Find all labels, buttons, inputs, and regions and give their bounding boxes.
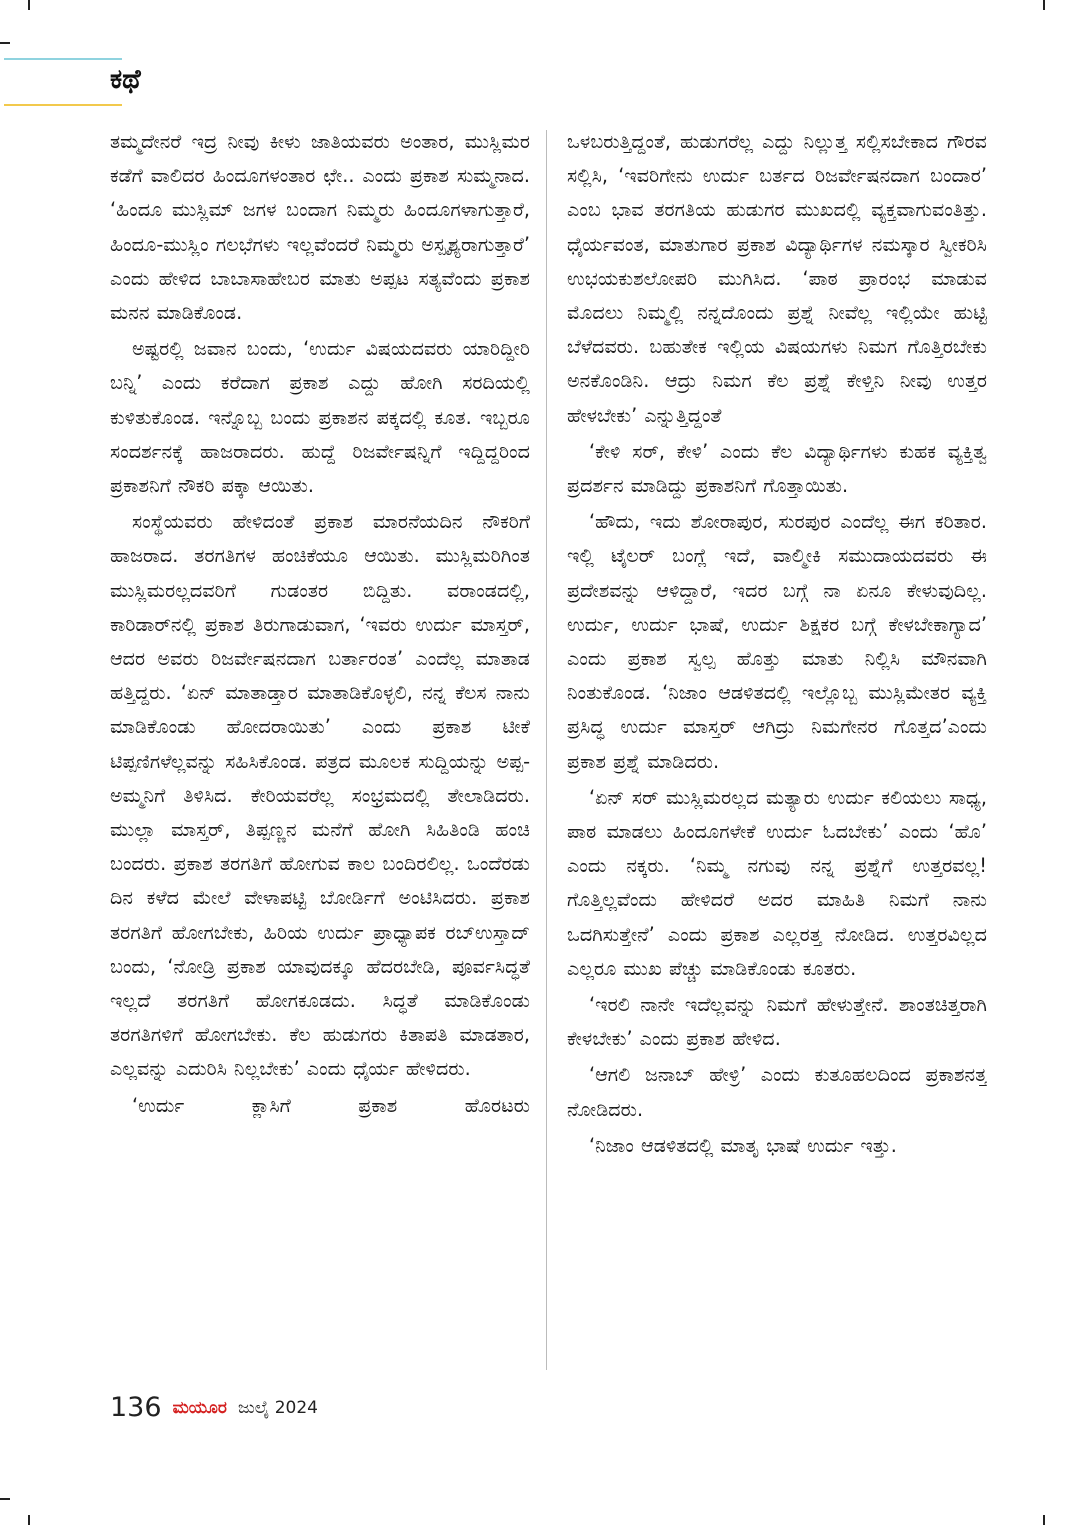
- paragraph: ತಮ್ಮದೇನರೆ ಇದ್ರ ನೀವು ಕೀಳು ಜಾತಿಯವರು ಅಂತಾರ, ಮುಸ್ಲಿಮರ ಕಡೆಗೆ ವಾಲಿದರ ಹಿಂದೂಗಳಂತಾರ ಛೇ.. ಎಂದು ಪ್ರಕಾಶ ಸುಮ್ಮನಾದ. ‘ಹಿಂದೂ ಮುಸ್ಲಿಮ್ ಜಗಳ ಬಂದಾಗ ನಿಮ್ಮರು ಹಿಂದೂಗಳಾಗುತ್ತಾರೆ, ಹಿಂದೂ-ಮುಸ್ಲಿಂ ಗಲಭೆಗಳು ಇಲ್ಲವೆಂದರೆ ನಿಮ್ಮರು ಅಸ್ಪೃಶ್ಯರಾಗುತ್ತಾರೆ’ ಎಂದು ಹೇಳಿದ ಬಾಬಾಸಾಹೇಬರ ಮಾತು ಅಪ್ಪಟ ಸತ್ಯವೆಂದು ಪ್ರಕಾಶ ಮನನ ಮಾಡಿಕೊಂಡ.: [110, 130, 530, 325]
- header-rule-top: [4, 58, 122, 60]
- paragraph: ‘ಕೇಳಿ ಸರ್, ಕೇಳಿ’ ಎಂದು ಕೆಲ ವಿದ್ಯಾರ್ಥಿಗಳು ಕುಹಕ ವ್ಯಕ್ತಿತ್ವ ಪ್ರದರ್ಶನ ಮಾಡಿದ್ದು ಪ್ರಕಾಶನಿಗೆ ಗೊತ್ತಾಯಿತು.: [567, 439, 987, 498]
- crop-mark-bottom-left: [28, 1515, 30, 1525]
- paragraph: ‘ಉರ್ದು ಕ್ಲಾಸಿಗೆ ಪ್ರಕಾಶ ಹೊರಟರು: [132, 1093, 530, 1117]
- section-header-rules: [4, 58, 122, 110]
- crop-mark-top-right: [1043, 0, 1045, 10]
- header-rule-bottom: [4, 104, 122, 106]
- magazine-logo: ಮಯೂರ: [172, 1397, 227, 1418]
- crop-mark-top-left: [28, 0, 30, 10]
- right-column: [567, 125, 987, 1380]
- paragraph: ‘ಹೌದು, ಇದು ಶೋರಾಪುರ, ಸುರಪುರ ಎಂದೆಲ್ಲ ಈಗ ಕರಿತಾರ. ಇಲ್ಲಿ ಟೈಲರ್ ಬಂಗ್ಲೆ ಇದೆ, ವಾಲ್ಮೀಕಿ ಸಮುದಾಯದವರು ಈ ಪ್ರದೇಶವನ್ನು ಆಳಿದ್ದಾರೆ, ಇದರ ಬಗ್ಗೆ ನಾ ಏನೂ ಕೇಳುವುದಿಲ್ಲ. ಉರ್ದು, ಉರ್ದು ಭಾಷೆ, ಉರ್ದು ಶಿಕ್ಷಕರ ಬಗ್ಗೆ ಕೇಳಬೇಕಾಗ್ಯಾದ’ ಎಂದು ಪ್ರಕಾಶ ಸ್ವಲ್ಪ ಹೊತ್ತು ಮಾತು ನಿಲ್ಲಿಸಿ ಮೌನವಾಗಿ ನಿಂತುಕೊಂಡ. ‘ನಿಜಾಂ ಆಡಳಿತದಲ್ಲಿ ಇಲ್ಲೊಬ್ಬ ಮುಸ್ಲಿಮೇತರ ವ್ಯಕ್ತಿ ಪ್ರಸಿದ್ಧ ಉರ್ದು ಮಾಸ್ತರ್ ಆಗಿದ್ರು ನಿಮಗೇನರ ಗೊತ್ತದ’ಎಂದು ಪ್ರಕಾಶ ಪ್ರಶ್ನೆ ಮಾಡಿದರು.: [567, 510, 987, 773]
- crop-mark-bottom-right: [1043, 1515, 1045, 1525]
- paragraph: ‘ಏನ್ ಸರ್ ಮುಸ್ಲಿಮರಲ್ಲದ ಮತ್ಯಾರು ಉರ್ದು ಕಲಿಯಲು ಸಾಧ್ಯ, ಪಾಠ ಮಾಡಲು ಹಿಂದೂಗಳೇಕೆ ಉರ್ದು ಓದಬೇಕು’ ಎಂದು ‘ಹೊ’ ಎಂದು ನಕ್ಕರು. ‘ನಿಮ್ಮ ನಗುವು ನನ್ನ ಪ್ರಶ್ನೆಗೆ ಉತ್ತರವಲ್ಲ! ಗೊತ್ತಿಲ್ಲವೆಂದು ಹೇಳಿದರೆ ಅದರ ಮಾಹಿತಿ ನಿಮಗೆ ನಾನು ಒದಗಿಸುತ್ತೇನೆ’ ಎಂದು ಪ್ರಕಾಶ ಎಲ್ಲರತ್ತ ನೋಡಿದ. ಉತ್ತರವಿಲ್ಲದ ಎಲ್ಲರೂ ಮುಖ ಪೆಚ್ಚು ಮಾಡಿಕೊಂಡು ಕೂತರು.: [567, 785, 987, 980]
- page-number: 136: [110, 1392, 162, 1423]
- crop-mark-left-upper: [0, 42, 10, 44]
- crop-mark-left-lower: [0, 1498, 10, 1500]
- section-title: ಕಥೆ: [110, 64, 141, 95]
- issue-date: ಜುಲೈ 2024: [237, 1397, 319, 1418]
- paragraph: ‘ನಿಜಾಂ ಆಡಳಿತದಲ್ಲಿ ಮಾತೃ ಭಾಷೆ ಉರ್ದು ಇತ್ತು.: [589, 1133, 897, 1157]
- paragraph: ‘ಇರಲಿ ನಾನೇ ಇದೆಲ್ಲವನ್ನು ನಿಮಗೆ ಹೇಳುತ್ತೇನೆ. ಶಾಂತಚಿತ್ತರಾಗಿ ಕೇಳಬೇಕು’ ಎಂದು ಪ್ರಕಾಶ ಹೇಳಿದ.: [567, 993, 987, 1051]
- page-footer: [110, 1392, 318, 1423]
- paragraph: ಸಂಸ್ಥೆಯವರು ಹೇಳಿದಂತೆ ಪ್ರಕಾಶ ಮಾರನೆಯದಿನ ನೌಕರಿಗೆ ಹಾಜರಾದ. ತರಗತಿಗಳ ಹಂಚಿಕೆಯೂ ಆಯಿತು. ಮುಸ್ಲಿಮರಿಗಿಂತ ಮುಸ್ಲಿಮರಲ್ಲದವರಿಗೆ ಗುಡಂತರ ಬಿದ್ದಿತು. ವರಾಂಡದಲ್ಲಿ, ಕಾರಿಡಾರ್‌ನಲ್ಲಿ ಪ್ರಕಾಶ ತಿರುಗಾಡುವಾಗ, ‘ಇವರು ಉರ್ದು ಮಾಸ್ತರ್, ಆದರ ಅವರು ರಿಜರ್ವೇಷನದಾಗ ಬರ್ತಾರಂತ’ ಎಂದೆಲ್ಲ ಮಾತಾಡ ಹತ್ತಿದ್ದರು. ‘ಏನ್ ಮಾತಾಡ್ತಾರ ಮಾತಾಡಿಕೊಳ್ಳಲಿ, ನನ್ನ ಕೆಲಸ ನಾನು ಮಾಡಿಕೊಂಡು ಹೋದರಾಯಿತು’ ಎಂದು ಪ್ರಕಾಶ ಟೀಕೆ ಟಿಪ್ಪಣಿಗಳೆಲ್ಲವನ್ನು ಸಹಿಸಿಕೊಂಡ. ಪತ್ರದ ಮೂಲಕ ಸುದ್ದಿಯನ್ನು ಅಪ್ಪ-ಅಮ್ಮನಿಗೆ ತಿಳಿಸಿದ. ಕೇರಿಯವರೆಲ್ಲ ಸಂಭ್ರಮದಲ್ಲಿ ತೇಲಾಡಿದರು. ಮುಲ್ಲಾ ಮಾಸ್ತರ್, ತಿಪ್ಪಣ್ಣನ ಮನೆಗೆ ಹೋಗಿ ಸಿಹಿತಿಂಡಿ ಹಂಚಿ ಬಂದರು. ಪ್ರಕಾಶ ತರಗತಿಗೆ ಹೋಗುವ ಕಾಲ ಬಂದಿರಲಿಲ್ಲ. ಒಂದೆರಡು ದಿನ ಕಳೆದ ಮೇಲೆ ವೇಳಾಪಟ್ಟಿ ಬೋರ್ಡಿಗೆ ಅಂಟಿಸಿದರು. ಪ್ರಕಾಶ ತರಗತಿಗೆ ಹೋಗಬೇಕು, ಹಿರಿಯ ಉರ್ದು ಪ್ರಾಧ್ಯಾಪಕ ರಬ್ಉಸ್ತಾದ್ ಬಂದು, ‘ನೋಡ್ರಿ ಪ್ರಕಾಶ ಯಾವುದಕ್ಕೂ ಹೆದರಬೇಡಿ, ಪೂರ್ವಸಿದ್ಧತೆ ಇಲ್ಲದೆ ತರಗತಿಗೆ ಹೋಗಕೂಡದು. ಸಿದ್ಧತೆ ಮಾಡಿಕೊಂಡು ತರಗತಿಗಳಿಗೆ ಹೋಗಬೇಕು. ಕೆಲ ಹುಡುಗರು ಕಿತಾಪತಿ ಮಾಡತಾರ, ಎಲ್ಲವನ್ನು ಎದುರಿಸಿ ನಿಲ್ಲಬೇಕು’ ಎಂದು ಧೈರ್ಯ ಹೇಳಿದರು.: [110, 510, 530, 1081]
- paragraph: ಒಳಬರುತ್ತಿದ್ದಂತೆ, ಹುಡುಗರೆಲ್ಲ ಎದ್ದು ನಿಲ್ಲುತ್ತ ಸಲ್ಲಿಸಬೇಕಾದ ಗೌರವ ಸಲ್ಲಿಸಿ, ‘ಇವರಿಗೇನು ಉರ್ದು ಬರ್ತದ ರಿಜರ್ವೇಷನದಾಗ ಬಂದಾರ’ ಎಂಬ ಭಾವ ತರಗತಿಯ ಹುಡುಗರ ಮುಖದಲ್ಲಿ ವ್ಯಕ್ತವಾಗುವಂತಿತ್ತು. ಧೈರ್ಯವಂತ, ಮಾತುಗಾರ ಪ್ರಕಾಶ ವಿದ್ಯಾರ್ಥಿಗಳ ನಮಸ್ಕಾರ ಸ್ವೀಕರಿಸಿ ಉಭಯಕುಶಲೋಪರಿ ಮುಗಿಸಿದ. ‘ಪಾಠ ಪ್ರಾರಂಭ ಮಾಡುವ ಮೊದಲು ನಿಮ್ಮಲ್ಲಿ ನನ್ನದೊಂದು ಪ್ರಶ್ನೆ ನೀವೆಲ್ಲ ಇಲ್ಲಿಯೇ ಹುಟ್ಟಿ ಬೆಳೆದವರು. ಬಹುತೇಕ ಇಲ್ಲಿಯ ವಿಷಯಗಳು ನಿಮಗ ಗೊತ್ತಿರಬೇಕು ಅನಕೊಂಡಿನಿ. ಆದ್ರು ನಿಮಗ ಕೆಲ ಪ್ರಶ್ನೆ ಕೇಳ್ತಿನಿ ನೀವು ಉತ್ತರ ಹೇಳಬೇಕು’ ಎನ್ನುತ್ತಿದ್ದಂತೆ: [567, 130, 987, 427]
- paragraph: ಅಷ್ಟರಲ್ಲಿ ಜವಾನ ಬಂದು, ‘ಉರ್ದು ವಿಷಯದವರು ಯಾರಿದ್ದೀರಿ ಬನ್ನಿ’ ಎಂದು ಕರೆದಾಗ ಪ್ರಕಾಶ ಎದ್ದು ಹೋಗಿ ಸರದಿಯಲ್ಲಿ ಕುಳಿತುಕೊಂಡ. ಇನ್ನೊಬ್ಬ ಬಂದು ಪ್ರಕಾಶನ ಪಕ್ಕದಲ್ಲಿ ಕೂತ. ಇಬ್ಬರೂ ಸಂದರ್ಶನಕ್ಕೆ ಹಾಜರಾದರು. ಹುದ್ದೆ ರಿಜರ್ವೇಷನ್ನಿಗೆ ಇದ್ದಿದ್ದರಿಂದ ಪ್ರಕಾಶನಿಗೆ ನೌಕರಿ ಪಕ್ಕಾ ಆಯಿತು.: [110, 337, 530, 498]
- paragraph: ‘ಆಗಲಿ ಜನಾಬ್ ಹೇಳ್ರಿ’ ಎಂದು ಕುತೂಹಲದಿಂದ ಪ್ರಕಾಶನತ್ತ ನೋಡಿದರು.: [567, 1063, 987, 1121]
- column-divider: [546, 130, 547, 1370]
- left-column: [110, 125, 530, 1380]
